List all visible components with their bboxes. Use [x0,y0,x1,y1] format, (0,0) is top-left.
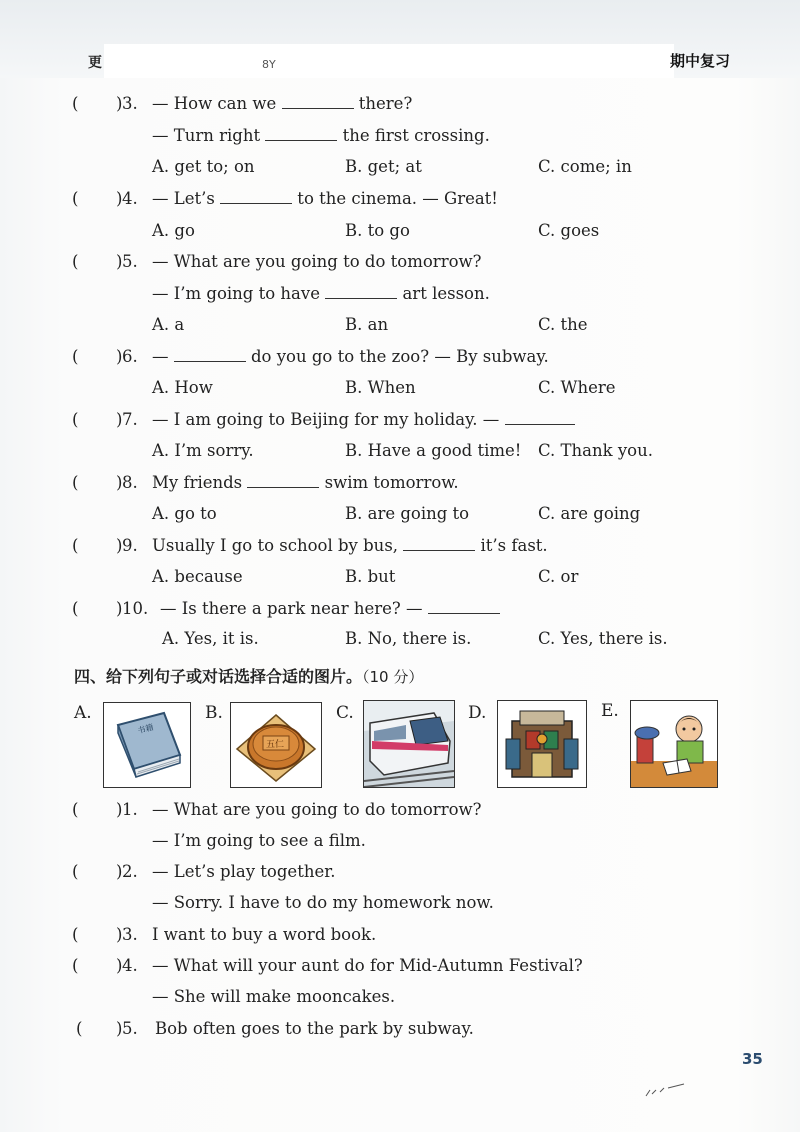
answer-paren-close: ) [116,94,123,113]
page-number: 35 [742,1050,763,1068]
option-c: C. Where [538,378,616,397]
option-a: A. because [152,567,243,586]
picture-letter-e: E. [601,701,619,721]
option-c: C. goes [538,221,600,240]
question-number: 2. [122,862,138,881]
section-score: （10 分） [362,668,424,686]
blank-line[interactable] [247,473,319,488]
answer-paren-open: ( [72,599,79,618]
question-text: — Let’s play together. [152,862,336,881]
answer-paren-close: ) [116,925,123,944]
question-number: 6. [122,347,138,366]
answer-paren-close: ) [116,473,123,492]
question-text: to the cinema. — Great! [292,189,498,208]
picture-letter-a: A. [74,703,92,723]
answer-paren-open: ( [72,473,79,492]
answer-paren-open: ( [72,252,79,271]
question-number: 9. [122,536,138,555]
blank-line[interactable] [265,126,337,141]
question-text: — Is there a park near here? — [160,599,428,618]
question-text: — I am going to Beijing for my holiday. — [152,410,505,429]
answer-paren-open: ( [72,94,79,113]
question-text: it’s fast. [475,536,548,555]
question-number: 1. [122,800,138,819]
answer-paren-open: ( [72,536,79,555]
svg-text:五仁: 五仁 [266,740,285,750]
header-left-text: 更 [88,55,102,71]
option-b: B. but [345,567,396,586]
cinema-building-icon [497,700,587,788]
question-text: do you go to the zoo? — By subway. [245,347,549,366]
question-text: — Turn right [152,126,266,145]
option-c: C. Thank you. [538,441,653,460]
question-number: 10. [122,599,149,618]
book-icon [103,702,191,788]
option-c: C. are going [538,504,641,523]
answer-paren-close: ) [116,410,123,429]
picture-letter-c: C. [336,703,354,723]
question-number: 3. [122,925,138,944]
section-4-title [74,664,423,687]
blank-line[interactable] [428,599,500,614]
answer-paren-open: ( [72,862,79,881]
answer-paren-open: ( [72,347,79,366]
svg-text:书籍: 书籍 [136,722,155,736]
answer-paren-open: ( [72,189,79,208]
option-b: B. When [345,378,416,397]
question-text: — I’m going to see a film. [152,831,366,850]
answer-paren-close: ) [116,189,123,208]
answer-paren-open: ( [72,800,79,819]
answer-paren-open: ( [72,956,79,975]
option-b: B. are going to [345,504,470,523]
header-section-title: 期中复习 [670,52,731,70]
question-number: 8. [122,473,138,492]
picture-letter-d: D. [468,703,487,723]
option-a: A. a [152,315,185,334]
answer-paren-close: ) [116,1019,123,1038]
blank-line[interactable] [505,410,575,425]
blank-line[interactable] [282,94,354,109]
option-b: B. an [345,315,389,334]
question-text: art lesson. [397,284,490,303]
answer-paren-close: ) [116,862,123,881]
question-text: — What are you going to do tomorrow? [152,800,482,819]
question-number: 4. [122,956,138,975]
answer-paren-close: ) [116,347,123,366]
question-text: — [152,347,174,366]
option-c: C. Yes, there is. [538,629,668,648]
question-number: 5. [122,1019,138,1038]
question-text: — What are you going to do tomorrow? [152,252,482,271]
blank-line[interactable] [220,189,292,204]
pencil-scribble [644,1080,688,1100]
question-text: — Sorry. I have to do my homework now. [152,893,494,912]
option-a: A. get to; on [152,157,255,176]
option-b: B. get; at [345,157,422,176]
answer-paren-close: ) [116,599,123,618]
question-number: 7. [122,410,138,429]
option-a: A. go to [152,504,217,523]
question-text: the first crossing. [337,126,490,145]
section-title-text: 四、给下列句子或对话选择合适的图片。 [74,667,363,686]
header-blank-area [104,44,674,78]
answer-paren-close: ) [116,800,123,819]
answer-paren-close: ) [116,956,123,975]
question-text: — She will make mooncakes. [152,987,396,1006]
subway-train-icon [363,700,455,788]
question-text: I want to buy a word book. [152,925,377,944]
mooncake-icon [230,702,322,788]
answer-paren-close: ) [116,536,123,555]
option-a: A. Yes, it is. [162,629,259,648]
option-c: C. or [538,567,579,586]
option-b: B. Have a good time! [345,441,522,460]
question-number: 5. [122,252,138,271]
boy-doing-homework-icon [630,700,718,788]
question-text: swim tomorrow. [319,473,459,492]
question-text: there? [353,94,413,113]
question-text: Usually I go to school by bus, [152,536,404,555]
header-mid-text: 8Y [262,58,276,71]
option-b: B. to go [345,221,410,240]
option-c: C. come; in [538,157,632,176]
question-text: — What will your aunt do for Mid-Autumn Festival? [152,956,583,975]
question-number: 4. [122,189,138,208]
answer-paren-open: ( [72,410,79,429]
question-text: Bob often goes to the park by subway. [155,1019,474,1038]
option-a: A. go [152,221,195,240]
blank-line[interactable] [403,536,475,551]
question-number: 3. [122,94,138,113]
answer-paren-open: ( [76,1019,83,1038]
answer-paren-open: ( [72,925,79,944]
picture-letter-b: B. [205,703,223,723]
question-text: — Let’s [152,189,221,208]
option-a: A. I’m sorry. [152,441,254,460]
question-text: — I’m going to have [152,284,326,303]
question-text: My friends [152,473,248,492]
option-b: B. No, there is. [345,629,472,648]
option-a: A. How [152,378,213,397]
answer-paren-close: ) [116,252,123,271]
blank-line[interactable] [325,284,397,299]
question-text: — How can we [152,94,282,113]
option-c: C. the [538,315,588,334]
blank-line[interactable] [174,347,246,362]
